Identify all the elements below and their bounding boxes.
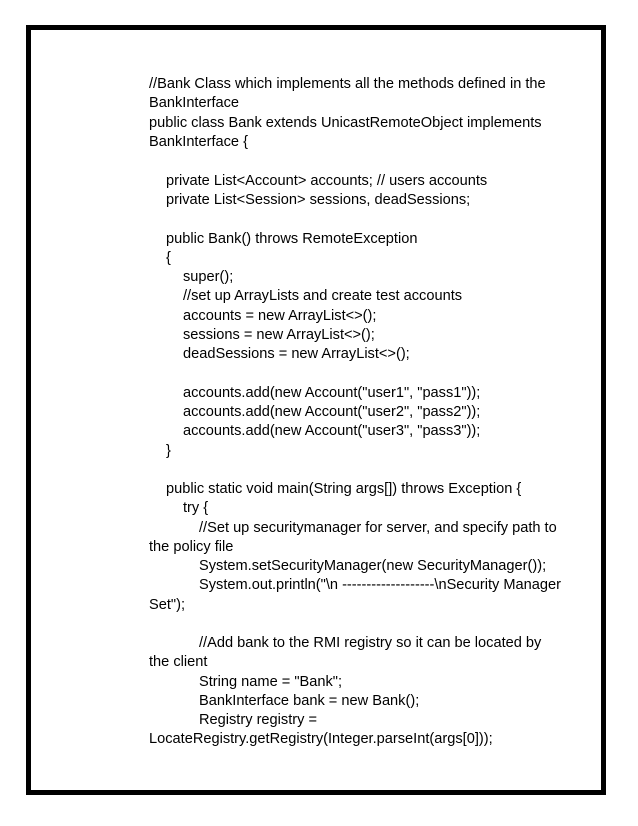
code-line: { — [166, 250, 171, 266]
code-line: public Bank() throws RemoteException — [166, 231, 418, 247]
code-line: //set up ArrayLists and create test accounts — [183, 288, 463, 304]
code-line: String name = "Bank"; — [199, 674, 342, 690]
code-line: System.out.println("\n -------------------\nSecurity Manager — [199, 577, 561, 593]
code-line: } — [166, 443, 171, 459]
code-line: super(); — [183, 269, 234, 285]
code-line: Set"); — [149, 597, 185, 613]
code-line: BankInterface { — [149, 134, 248, 150]
code-line: //Add bank to the RMI registry so it can be located by — [199, 635, 542, 651]
code-line: public static void main(String args[]) throws Exception { — [166, 481, 522, 497]
code-line: Registry registry = — [199, 712, 317, 728]
code-line: the policy file — [149, 539, 234, 555]
code-line: //Bank Class which implements all the methods defined in the — [149, 76, 546, 92]
code-line: the client — [149, 654, 208, 670]
code-line: LocateRegistry.getRegistry(Integer.parseInt(args[0])); — [149, 731, 493, 747]
code-line: accounts = new ArrayList<>(); — [183, 308, 377, 324]
code-line: accounts.add(new Account("user2", "pass2")); — [183, 404, 481, 420]
code-line: //Set up securitymanager for server, and specify path to — [199, 520, 557, 536]
code-line: System.setSecurityManager(new SecurityManager()); — [199, 558, 547, 574]
code-line: private List<Session> sessions, deadSessions; — [166, 192, 471, 208]
code-line: BankInterface bank = new Bank(); — [199, 693, 420, 709]
code-line: BankInterface — [149, 95, 240, 111]
code-line: try { — [183, 500, 209, 516]
code-line: private List<Account> accounts; // users accounts — [166, 173, 488, 189]
code-line: sessions = new ArrayList<>(); — [183, 327, 375, 343]
code-line: accounts.add(new Account("user1", "pass1")); — [183, 385, 481, 401]
code-line: accounts.add(new Account("user3", "pass3")); — [183, 423, 481, 439]
code-line: public class Bank extends UnicastRemoteObject implements — [149, 115, 542, 131]
code-line: deadSessions = new ArrayList<>(); — [183, 346, 410, 362]
